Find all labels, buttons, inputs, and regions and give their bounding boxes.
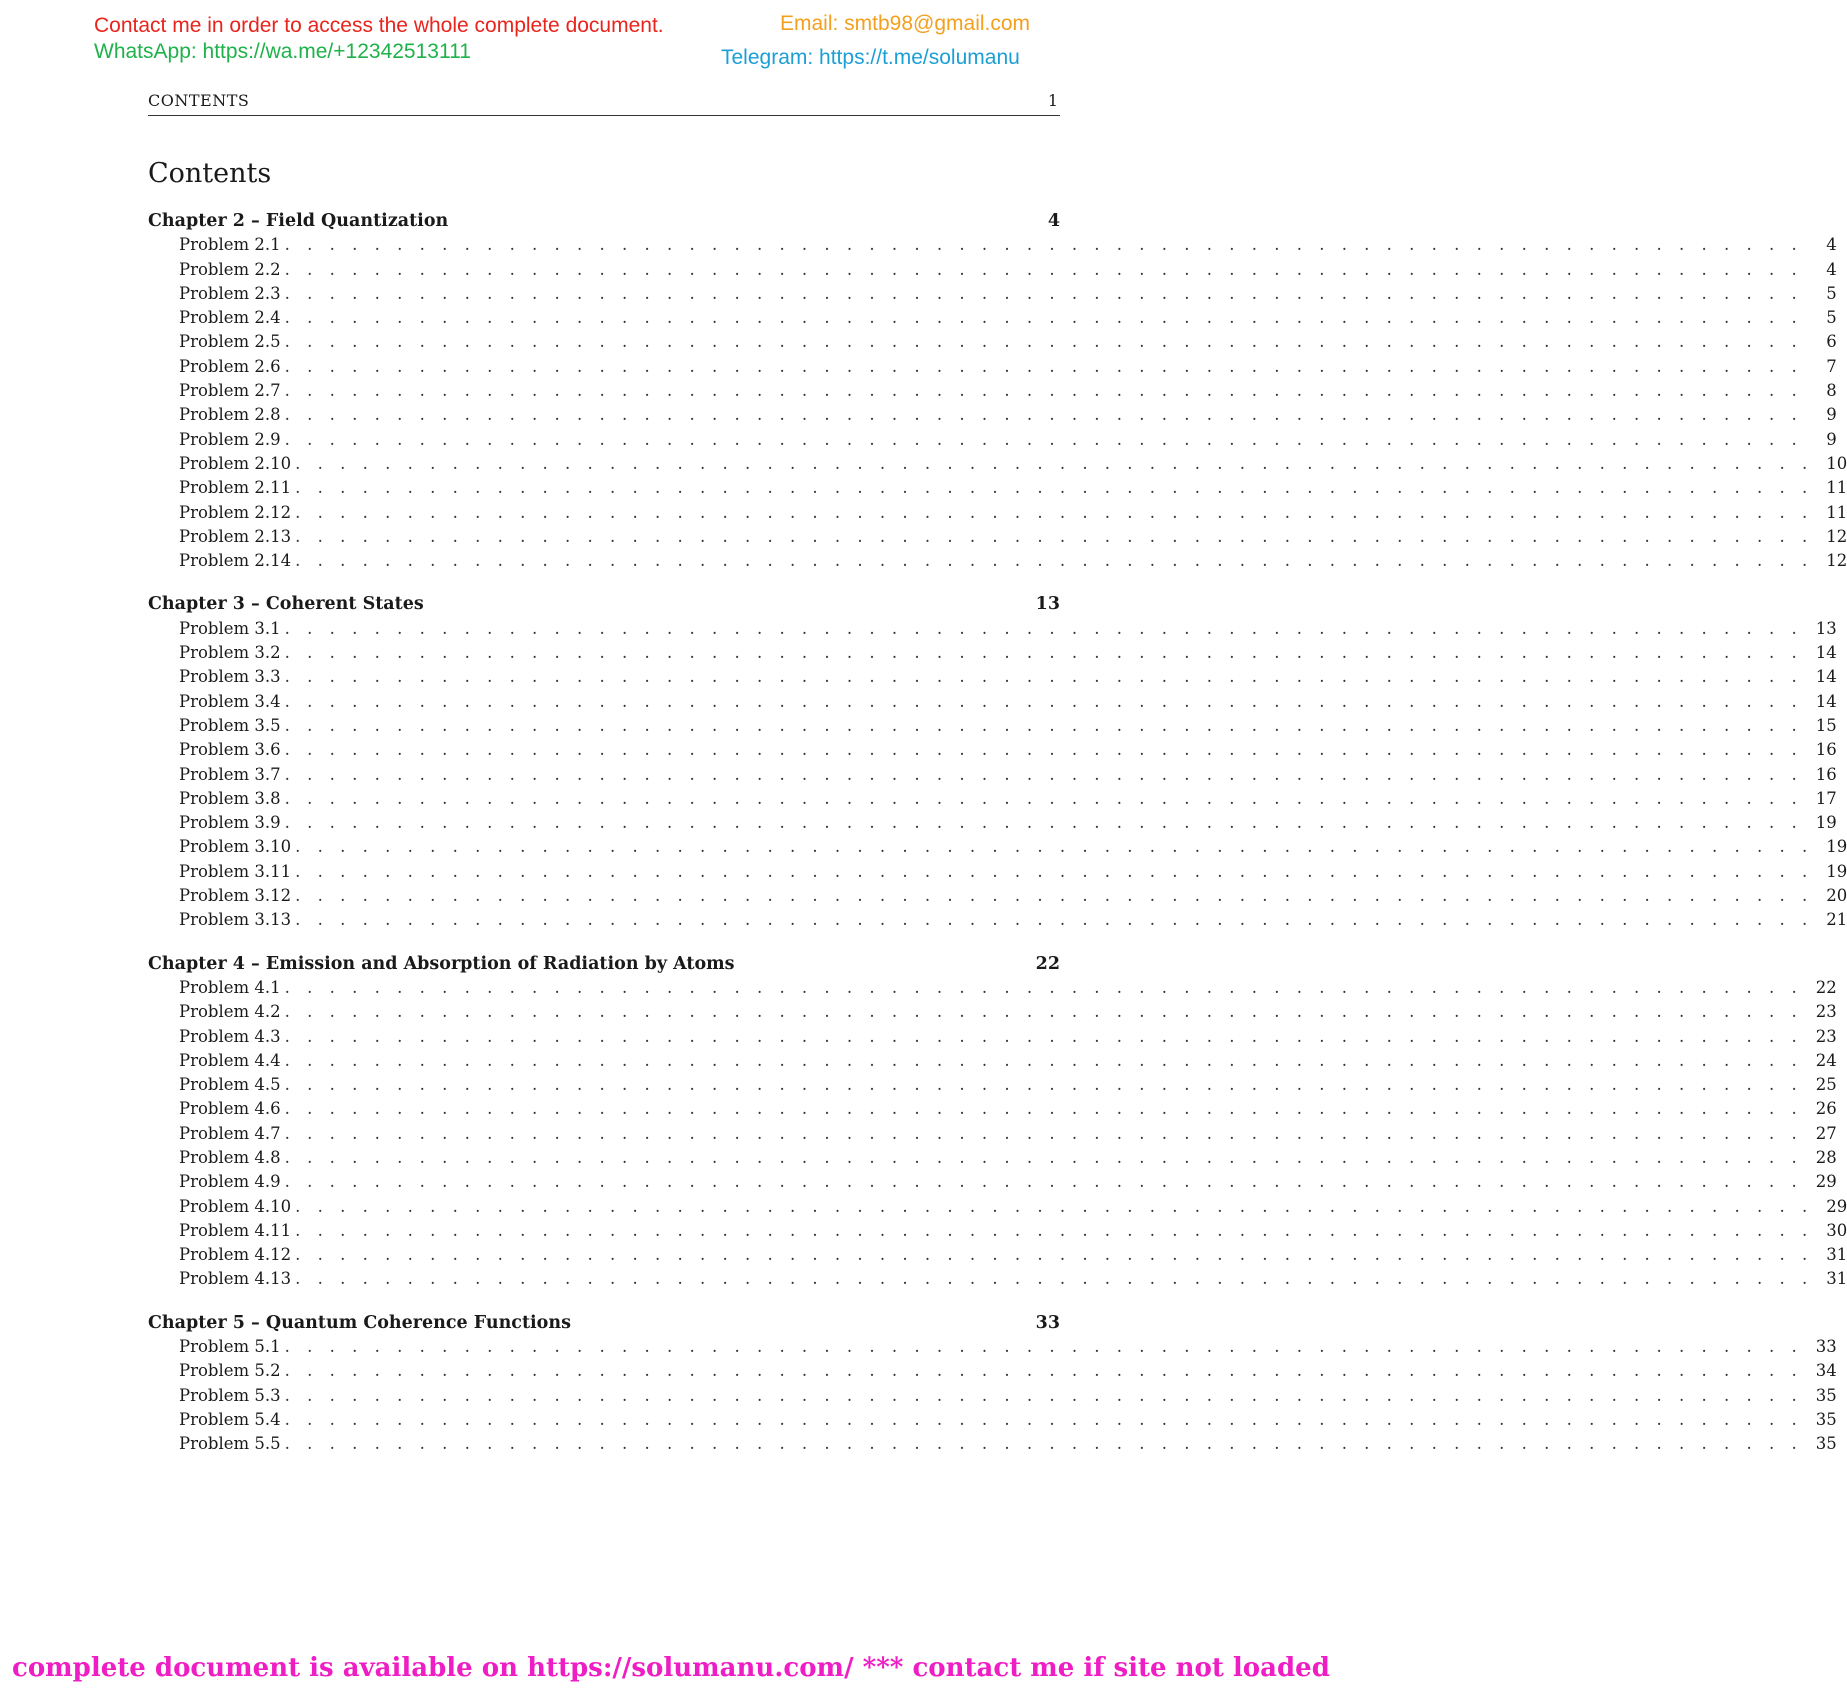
- toc-problem-page: 34: [1815, 1361, 1837, 1381]
- toc-chapter-title: Chapter 2 – Field Quantization: [148, 211, 449, 231]
- toc-problem-page: 11: [1826, 502, 1847, 522]
- toc-problem-label: Problem 4.3: [179, 1026, 281, 1046]
- toc-dot-leader: . . . . . . . . . . . . . . . . . . . . . . . . . . . . . . . . . . . . . . . . . . . . . . . . . . . . . . . . . . . . . . . . . . . .: [284, 259, 1803, 279]
- toc-dot-leader: . . . . . . . . . . . . . . . . . . . . . . . . . . . . . . . . . . . . . . . . . . . . . . . . . . . . . . . . . . . . . . . . . . . .: [284, 618, 1803, 638]
- toc-dot-leader: . . . . . . . . . . . . . . . . . . . . . . . . . . . . . . . . . . . . . . . . . . . . . . . . . . . . . . . . . . . . . . . . . . . .: [284, 1337, 1803, 1357]
- toc-dot-leader: . . . . . . . . . . . . . . . . . . . . . . . . . . . . . . . . . . . . . . . . . . . . . . . . . . . . . . . . . . . . . . . . . . . .: [284, 1361, 1803, 1381]
- toc-problem-page: 14: [1815, 691, 1837, 711]
- toc-problem-page: 19: [1826, 837, 1847, 857]
- toc-chapter-group: [148, 592, 1847, 932]
- toc-problem-page: 19: [1826, 861, 1847, 881]
- toc-dot-leader: . . . . . . . . . . . . . . . . . . . . . . . . . . . . . . . . . . . . . . . . . . . . . . . . . . . . . . . . . . . . . . . . . . . .: [284, 1002, 1803, 1022]
- toc-chapter-entry[interactable]: [148, 952, 1060, 976]
- toc-problem-label: Problem 2.3: [179, 283, 281, 303]
- toc-problem-page: 33: [1815, 1337, 1837, 1357]
- toc-problem-entry[interactable]: [148, 763, 1837, 787]
- toc-dot-leader: . . . . . . . . . . . . . . . . . . . . . . . . . . . . . . . . . . . . . . . . . . . . . . . . . . . . . . . . . . . . . . . . . . . .: [295, 886, 1814, 906]
- toc-problem-label: Problem 2.11: [179, 478, 292, 498]
- toc-problem-page: 22: [1815, 977, 1837, 997]
- toc-problem-entry[interactable]: [148, 617, 1837, 641]
- toc-problem-entry[interactable]: [148, 908, 1847, 932]
- toc-problem-entry[interactable]: [148, 379, 1837, 403]
- toc-problem-page: 5: [1826, 283, 1837, 303]
- toc-problem-page: 23: [1815, 1002, 1837, 1022]
- toc-chapter-page: 4: [1047, 211, 1060, 231]
- toc-problem-label: Problem 4.11: [179, 1220, 292, 1240]
- toc-problem-entry[interactable]: [148, 884, 1847, 908]
- toc-problem-page: 35: [1815, 1385, 1837, 1405]
- toc-chapter-page: 33: [1035, 1312, 1060, 1333]
- toc-problem-page: 23: [1815, 1026, 1837, 1046]
- toc-problem-entry[interactable]: [148, 258, 1837, 282]
- toc-problem-entry[interactable]: [148, 1432, 1837, 1456]
- toc-problem-label: Problem 4.4: [179, 1050, 281, 1070]
- toc-chapter-entry[interactable]: [148, 1311, 1060, 1335]
- toc-problem-entry[interactable]: [148, 738, 1837, 762]
- toc-problem-label: Problem 2.12: [179, 502, 292, 522]
- toc-problem-entry[interactable]: [148, 330, 1837, 354]
- toc-problem-page: 14: [1815, 667, 1837, 687]
- toc-problem-entry[interactable]: [148, 306, 1837, 330]
- toc-problem-label: Problem 5.5: [179, 1434, 281, 1454]
- toc-problem-label: Problem 3.7: [179, 764, 281, 784]
- toc-problem-entry[interactable]: [148, 1267, 1847, 1291]
- toc-problem-entry[interactable]: [148, 1384, 1837, 1408]
- toc-dot-leader: . . . . . . . . . . . . . . . . . . . . . . . . . . . . . . . . . . . . . . . . . . . . . . . . . . . . . . . . . . . . . . . . . . . .: [284, 405, 1803, 425]
- toc-problem-label: Problem 2.1: [179, 235, 281, 255]
- toc-problem-page: 4: [1826, 235, 1837, 255]
- toc-dot-leader: . . . . . . . . . . . . . . . . . . . . . . . . . . . . . . . . . . . . . . . . . . . . . . . . . . . . . . . . . . . . . . . . . . . .: [284, 332, 1803, 352]
- toc-problem-label: Problem 5.2: [179, 1361, 281, 1381]
- toc-problem-entry[interactable]: [148, 690, 1837, 714]
- toc-problem-label: Problem 3.2: [179, 643, 281, 663]
- toc-problem-entry[interactable]: [148, 549, 1847, 573]
- toc-problem-page: 28: [1815, 1147, 1837, 1167]
- toc-dot-leader: . . . . . . . . . . . . . . . . . . . . . . . . . . . . . . . . . . . . . . . . . . . . . . . . . . . . . . . . . . . . . . . . . . . .: [284, 764, 1803, 784]
- toc-problem-label: Problem 3.8: [179, 788, 281, 808]
- toc-problem-label: Problem 3.3: [179, 667, 281, 687]
- toc-dot-leader: . . . . . . . . . . . . . . . . . . . . . . . . . . . . . . . . . . . . . . . . . . . . . . . . . . . . . . . . . . . . . . . . . . . .: [284, 691, 1803, 711]
- toc-dot-leader: . . . . . . . . . . . . . . . . . . . . . . . . . . . . . . . . . . . . . . . . . . . . . . . . . . . . . . . . . . . . . . . . . . . .: [295, 478, 1814, 498]
- toc-problem-label: Problem 4.6: [179, 1099, 281, 1119]
- toc-dot-leader: . . . . . . . . . . . . . . . . . . . . . . . . . . . . . . . . . . . . . . . . . . . . . . . . . . . . . . . . . . . . . . . . . . . .: [295, 910, 1814, 930]
- toc-dot-leader: . . . . . . . . . . . . . . . . . . . . . . . . . . . . . . . . . . . . . . . . . . . . . . . . . . . . . . . . . . . . . . . . . . . .: [284, 308, 1803, 328]
- toc-problem-entry[interactable]: [148, 1408, 1837, 1432]
- toc-problem-label: Problem 3.13: [179, 910, 292, 930]
- toc-problem-label: Problem 4.13: [179, 1269, 292, 1289]
- toc-problem-page: 12: [1826, 551, 1847, 571]
- toc-dot-leader: . . . . . . . . . . . . . . . . . . . . . . . . . . . . . . . . . . . . . . . . . . . . . . . . . . . . . . . . . . . . . . . . . . . .: [295, 453, 1814, 473]
- toc-problem-label: Problem 4.2: [179, 1002, 281, 1022]
- toc-problem-label: Problem 5.3: [179, 1385, 281, 1405]
- toc-dot-leader: . . . . . . . . . . . . . . . . . . . . . . . . . . . . . . . . . . . . . . . . . . . . . . . . . . . . . . . . . . . . . . . . . . . .: [284, 1409, 1803, 1429]
- toc-problem-label: Problem 3.5: [179, 715, 281, 735]
- toc-problem-page: 17: [1815, 788, 1837, 808]
- toc-problem-page: 27: [1815, 1123, 1837, 1143]
- toc-problem-page: 4: [1826, 259, 1837, 279]
- toc-problem-entry[interactable]: [148, 1000, 1837, 1024]
- toc-dot-leader: . . . . . . . . . . . . . . . . . . . . . . . . . . . . . . . . . . . . . . . . . . . . . . . . . . . . . . . . . . . . . . . . . . . .: [295, 1196, 1814, 1216]
- toc-problem-label: Problem 3.11: [179, 861, 292, 881]
- toc-dot-leader: . . . . . . . . . . . . . . . . . . . . . . . . . . . . . . . . . . . . . . . . . . . . . . . . . . . . . . . . . . . . . . . . . . . .: [284, 381, 1803, 401]
- toc-problem-label: Problem 2.14: [179, 551, 292, 571]
- toc-problem-entry[interactable]: [148, 1359, 1837, 1383]
- toc-problem-entry[interactable]: [148, 452, 1847, 476]
- toc-problem-label: Problem 2.7: [179, 381, 281, 401]
- toc-problem-label: Problem 3.1: [179, 618, 281, 638]
- toc-dot-leader: . . . . . . . . . . . . . . . . . . . . . . . . . . . . . . . . . . . . . . . . . . . . . . . . . . . . . . . . . . . . . . . . . . . .: [284, 1172, 1803, 1192]
- toc-problem-entry[interactable]: [148, 860, 1847, 884]
- toc-problem-entry[interactable]: [148, 811, 1837, 835]
- toc-chapter-group: [148, 952, 1847, 1292]
- toc-problem-page: 11: [1826, 478, 1847, 498]
- toc-dot-leader: . . . . . . . . . . . . . . . . . . . . . . . . . . . . . . . . . . . . . . . . . . . . . . . . . . . . . . . . . . . . . . . . . . . .: [295, 526, 1814, 546]
- toc-problem-page: 10: [1826, 453, 1847, 473]
- toc-chapter-title: Chapter 4 – Emission and Absorption of Radiation by Atoms: [148, 953, 735, 974]
- toc-dot-leader: . . . . . . . . . . . . . . . . . . . . . . . . . . . . . . . . . . . . . . . . . . . . . . . . . . . . . . . . . . . . . . . . . . . .: [284, 1123, 1803, 1143]
- running-header: [148, 91, 1060, 116]
- toc-problem-label: Problem 4.7: [179, 1123, 281, 1143]
- toc-problem-page: 19: [1815, 813, 1837, 833]
- toc-problem-label: Problem 2.2: [179, 259, 281, 279]
- toc-problem-entry[interactable]: [148, 1170, 1837, 1194]
- toc-problem-entry[interactable]: [148, 665, 1837, 689]
- toc-chapter-group: [148, 209, 1847, 573]
- toc-dot-leader: . . . . . . . . . . . . . . . . . . . . . . . . . . . . . . . . . . . . . . . . . . . . . . . . . . . . . . . . . . . . . . . . . . . .: [284, 715, 1803, 735]
- toc-problem-page: 16: [1815, 740, 1837, 760]
- toc-problem-page: 35: [1815, 1409, 1837, 1429]
- footer-promo-link[interactable]: complete document is available on https://solumanu.com/ *** contact me if site not loaded: [12, 1653, 1330, 1683]
- toc-dot-leader: . . . . . . . . . . . . . . . . . . . . . . . . . . . . . . . . . . . . . . . . . . . . . . . . . . . . . . . . . . . . . . . . . . . .: [284, 788, 1803, 808]
- toc-problem-entry[interactable]: [148, 282, 1837, 306]
- toc-problem-entry[interactable]: [148, 428, 1837, 452]
- toc-problem-page: 8: [1826, 381, 1837, 401]
- toc-dot-leader: . . . . . . . . . . . . . . . . . . . . . . . . . . . . . . . . . . . . . . . . . . . . . . . . . . . . . . . . . . . . . . . . . . . .: [295, 1269, 1814, 1289]
- promo-email-link[interactable]: Email: smtb98@gmail.com: [780, 12, 1031, 35]
- toc-dot-leader: . . . . . . . . . . . . . . . . . . . . . . . . . . . . . . . . . . . . . . . . . . . . . . . . . . . . . . . . . . . . . . . . . . . .: [284, 1026, 1803, 1046]
- page-number: 1: [1047, 91, 1058, 110]
- toc-problem-page: 15: [1815, 715, 1837, 735]
- toc-problem-label: Problem 4.12: [179, 1245, 292, 1265]
- toc-dot-leader: . . . . . . . . . . . . . . . . . . . . . . . . . . . . . . . . . . . . . . . . . . . . . . . . . . . . . . . . . . . . . . . . . . . .: [284, 1099, 1803, 1119]
- toc-problem-page: 13: [1815, 618, 1837, 638]
- toc-problem-entry[interactable]: [148, 501, 1847, 525]
- toc-problem-page: 35: [1815, 1434, 1837, 1454]
- toc-dot-leader: . . . . . . . . . . . . . . . . . . . . . . . . . . . . . . . . . . . . . . . . . . . . . . . . . . . . . . . . . . . . . . . . . . . .: [284, 235, 1803, 255]
- toc-problem-entry[interactable]: [148, 976, 1837, 1000]
- toc-problem-entry[interactable]: [148, 1073, 1837, 1097]
- toc-problem-page: 6: [1826, 332, 1837, 352]
- toc-dot-leader: . . . . . . . . . . . . . . . . . . . . . . . . . . . . . . . . . . . . . . . . . . . . . . . . . . . . . . . . . . . . . . . . . . . .: [284, 1075, 1803, 1095]
- toc-problem-page: 20: [1826, 886, 1847, 906]
- toc-dot-leader: . . . . . . . . . . . . . . . . . . . . . . . . . . . . . . . . . . . . . . . . . . . . . . . . . . . . . . . . . . . . . . . . . . . .: [284, 977, 1803, 997]
- toc-problem-page: 30: [1826, 1220, 1847, 1240]
- toc-dot-leader: . . . . . . . . . . . . . . . . . . . . . . . . . . . . . . . . . . . . . . . . . . . . . . . . . . . . . . . . . . . . . . . . . . . .: [284, 1147, 1803, 1167]
- toc-problem-entry[interactable]: [148, 403, 1837, 427]
- toc-dot-leader: . . . . . . . . . . . . . . . . . . . . . . . . . . . . . . . . . . . . . . . . . . . . . . . . . . . . . . . . . . . . . . . . . . . .: [284, 643, 1803, 663]
- toc-chapter-entry[interactable]: [148, 209, 1060, 233]
- toc-problem-label: Problem 2.5: [179, 332, 281, 352]
- toc-dot-leader: . . . . . . . . . . . . . . . . . . . . . . . . . . . . . . . . . . . . . . . . . . . . . . . . . . . . . . . . . . . . . . . . . . . .: [284, 813, 1803, 833]
- toc-problem-entry[interactable]: [148, 1097, 1837, 1121]
- toc-dot-leader: . . . . . . . . . . . . . . . . . . . . . . . . . . . . . . . . . . . . . . . . . . . . . . . . . . . . . . . . . . . . . . . . . . . .: [295, 861, 1814, 881]
- toc-problem-entry[interactable]: [148, 1335, 1837, 1359]
- toc-dot-leader: . . . . . . . . . . . . . . . . . . . . . . . . . . . . . . . . . . . . . . . . . . . . . . . . . . . . . . . . . . . . . . . . . . . .: [295, 502, 1814, 522]
- toc-problem-entry[interactable]: [148, 525, 1847, 549]
- toc-problem-label: Problem 4.1: [179, 977, 281, 997]
- toc-chapter-page: 13: [1035, 594, 1060, 615]
- running-header-title: CONTENTS: [148, 91, 250, 110]
- toc-problem-page: 5: [1826, 308, 1837, 328]
- toc-dot-leader: . . . . . . . . . . . . . . . . . . . . . . . . . . . . . . . . . . . . . . . . . . . . . . . . . . . . . . . . . . . . . . . . . . . .: [295, 551, 1814, 571]
- toc-problem-page: 26: [1815, 1099, 1837, 1119]
- toc-problem-entry[interactable]: [148, 714, 1837, 738]
- toc-problem-label: Problem 3.10: [179, 837, 292, 857]
- toc-dot-leader: . . . . . . . . . . . . . . . . . . . . . . . . . . . . . . . . . . . . . . . . . . . . . . . . . . . . . . . . . . . . . . . . . . . .: [295, 1245, 1814, 1265]
- toc-problem-page: 29: [1826, 1196, 1847, 1216]
- toc-problem-page: 24: [1815, 1050, 1837, 1070]
- toc-problem-label: Problem 3.12: [179, 886, 292, 906]
- toc-problem-label: Problem 4.8: [179, 1147, 281, 1167]
- toc-problem-page: 9: [1826, 429, 1837, 449]
- toc-dot-leader: . . . . . . . . . . . . . . . . . . . . . . . . . . . . . . . . . . . . . . . . . . . . . . . . . . . . . . . . . . . . . . . . . . . .: [295, 837, 1814, 857]
- toc-problem-page: 31: [1826, 1245, 1847, 1265]
- toc-problem-page: 16: [1815, 764, 1837, 784]
- toc-problem-label: Problem 2.4: [179, 308, 281, 328]
- toc-problem-entry[interactable]: [148, 1049, 1837, 1073]
- toc-chapter-title: Chapter 5 – Quantum Coherence Functions: [148, 1312, 571, 1333]
- toc-dot-leader: . . . . . . . . . . . . . . . . . . . . . . . . . . . . . . . . . . . . . . . . . . . . . . . . . . . . . . . . . . . . . . . . . . . .: [284, 283, 1803, 303]
- toc-problem-label: Problem 2.8: [179, 405, 281, 425]
- toc-problem-label: Problem 4.9: [179, 1172, 281, 1192]
- toc-problem-page: 21: [1826, 910, 1847, 930]
- toc-problem-label: Problem 2.6: [179, 356, 281, 376]
- toc-problem-entry[interactable]: [148, 1219, 1847, 1243]
- toc-dot-leader: . . . . . . . . . . . . . . . . . . . . . . . . . . . . . . . . . . . . . . . . . . . . . . . . . . . . . . . . . . . . . . . . . . . .: [284, 356, 1803, 376]
- toc-dot-leader: . . . . . . . . . . . . . . . . . . . . . . . . . . . . . . . . . . . . . . . . . . . . . . . . . . . . . . . . . . . . . . . . . . . .: [295, 1220, 1814, 1240]
- toc-problem-label: Problem 2.9: [179, 429, 281, 449]
- toc-problem-page: 25: [1815, 1075, 1837, 1095]
- promo-whatsapp-link[interactable]: WhatsApp: https://wa.me/+12342513111: [94, 40, 471, 63]
- toc-dot-leader: . . . . . . . . . . . . . . . . . . . . . . . . . . . . . . . . . . . . . . . . . . . . . . . . . . . . . . . . . . . . . . . . . . . .: [284, 740, 1803, 760]
- promo-telegram-link[interactable]: Telegram: https://t.me/solumanu: [721, 46, 1020, 69]
- toc-problem-label: Problem 2.10: [179, 453, 292, 473]
- toc-chapter-page: 22: [1035, 953, 1060, 974]
- toc-dot-leader: . . . . . . . . . . . . . . . . . . . . . . . . . . . . . . . . . . . . . . . . . . . . . . . . . . . . . . . . . . . . . . . . . . . .: [284, 1434, 1803, 1454]
- promo-contact-text: Contact me in order to access the whole complete document.: [94, 14, 664, 37]
- toc-problem-page: 31: [1826, 1269, 1847, 1289]
- toc-problem-page: 9: [1826, 405, 1837, 425]
- toc-problem-label: Problem 4.5: [179, 1075, 281, 1095]
- toc-problem-entry[interactable]: [148, 641, 1837, 665]
- toc-problem-entry[interactable]: [148, 1243, 1847, 1267]
- toc-problem-label: Problem 4.10: [179, 1196, 292, 1216]
- toc-problem-label: Problem 3.9: [179, 813, 281, 833]
- toc-problem-label: Problem 3.4: [179, 691, 281, 711]
- toc-problem-page: 29: [1815, 1172, 1837, 1192]
- toc-problem-label: Problem 2.13: [179, 526, 292, 546]
- toc-problem-entry[interactable]: [148, 355, 1837, 379]
- toc-dot-leader: . . . . . . . . . . . . . . . . . . . . . . . . . . . . . . . . . . . . . . . . . . . . . . . . . . . . . . . . . . . . . . . . . . . .: [284, 429, 1803, 449]
- toc-problem-label: Problem 5.1: [179, 1337, 281, 1357]
- toc-chapter-title: Chapter 3 – Coherent States: [148, 594, 424, 615]
- toc-problem-entry[interactable]: [148, 1025, 1837, 1049]
- toc-problem-entry[interactable]: [148, 233, 1837, 257]
- table-of-contents: [148, 209, 1847, 1476]
- toc-dot-leader: . . . . . . . . . . . . . . . . . . . . . . . . . . . . . . . . . . . . . . . . . . . . . . . . . . . . . . . . . . . . . . . . . . . .: [284, 667, 1803, 687]
- toc-problem-entry[interactable]: [148, 787, 1837, 811]
- toc-problem-entry[interactable]: [148, 1122, 1837, 1146]
- toc-dot-leader: . . . . . . . . . . . . . . . . . . . . . . . . . . . . . . . . . . . . . . . . . . . . . . . . . . . . . . . . . . . . . . . . . . . .: [284, 1385, 1803, 1405]
- toc-problem-entry[interactable]: [148, 1195, 1847, 1219]
- toc-problem-page: 12: [1826, 526, 1847, 546]
- toc-chapter-group: [148, 1311, 1837, 1457]
- toc-problem-entry[interactable]: [148, 476, 1847, 500]
- toc-problem-entry[interactable]: [148, 1146, 1837, 1170]
- toc-problem-page: 14: [1815, 643, 1837, 663]
- toc-problem-label: Problem 3.6: [179, 740, 281, 760]
- toc-dot-leader: . . . . . . . . . . . . . . . . . . . . . . . . . . . . . . . . . . . . . . . . . . . . . . . . . . . . . . . . . . . . . . . . . . . .: [284, 1050, 1803, 1070]
- toc-problem-entry[interactable]: [148, 835, 1847, 859]
- toc-problem-label: Problem 5.4: [179, 1409, 281, 1429]
- toc-chapter-entry[interactable]: [148, 592, 1060, 616]
- page-title: Contents: [148, 158, 272, 189]
- toc-problem-page: 7: [1826, 356, 1837, 376]
